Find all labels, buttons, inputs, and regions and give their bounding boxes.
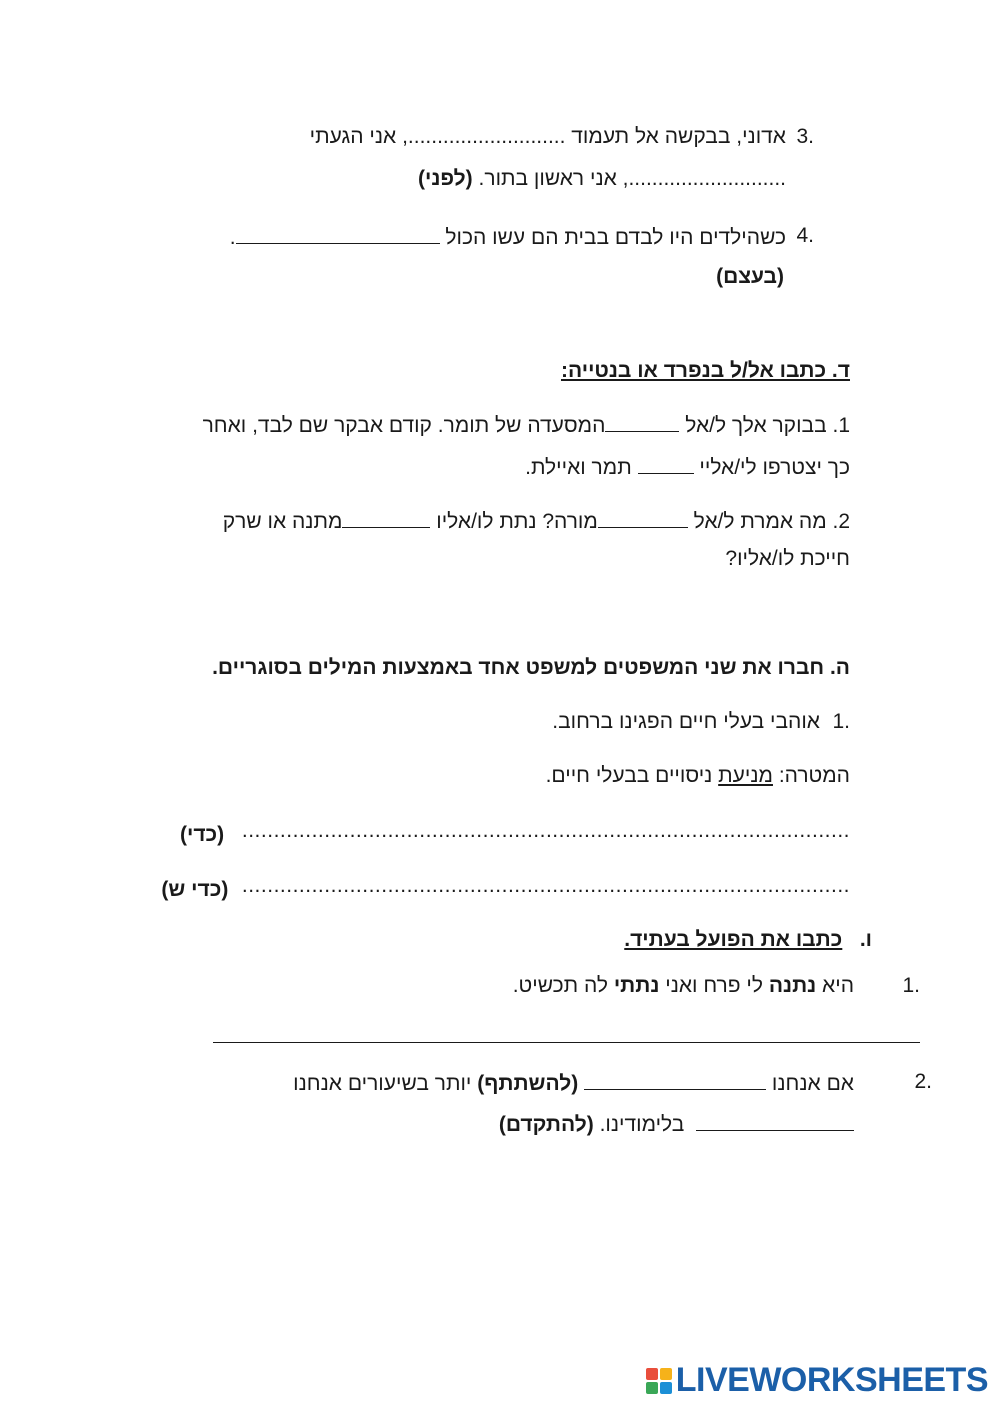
f2-line1 [293,1071,854,1094]
item3-line1 [310,126,786,147]
d1-text-d: תמר ואיילת. [525,456,632,479]
section-d-item2-line1 [223,509,850,532]
goal-label: המטרה: [778,764,850,787]
section-d-item1-line1 [203,413,850,436]
e1-hint2: (כדי ש) [161,878,229,901]
e1-text: אוהבי בעלי חיים הפגינו ברחוב. [552,710,820,733]
d1-text-b: המסעדה של תומר. קודם אבקר שם לבד, ואחר [202,414,606,437]
item3-number: 3. [796,125,814,148]
item4-text: כשהילדים היו לבדם בבית הם עשו הכול [445,226,786,249]
item4-hint: (בעצם) [716,265,784,288]
f1-a: היא [822,974,854,997]
item3-line2 [418,168,786,189]
f2-blank-b[interactable] [696,1112,854,1131]
f1-answer-line[interactable] [213,1042,920,1043]
item4-number: 4. [796,224,814,247]
f1-d: נתתי [613,974,660,997]
e1-hint1: (כדי) [179,823,225,846]
item3-text-b: , אני הגעתי [309,125,408,148]
f2-c: בלימודינו. [599,1113,685,1136]
e1-answer2-row [161,875,850,900]
f2-blank-a[interactable] [584,1071,766,1090]
e1-goal [546,765,850,786]
item3-dots-a[interactable]: ........................... [407,125,566,148]
e1-answer2-dots[interactable]: ................................................................................................ [241,875,850,896]
f1-e: לה תכשיט. [512,974,608,997]
e1-answer1-dots[interactable]: ................................................................................................ [241,820,850,841]
d2-blank-b[interactable] [342,509,430,528]
f1-b: נתנה [768,974,817,997]
section-e-title: ה. חברו את שני המשפטים למשפט אחד באמצעות המילים בסוגריים. [212,656,850,679]
d1-blank-b[interactable] [638,455,694,474]
f2-line2 [499,1112,854,1135]
section-f-heading [624,929,872,950]
d2-text-a: 2. מה אמרת ל/אל [693,510,850,533]
e1-answer1-row [180,820,850,845]
f1-number: 1. [902,974,920,997]
d1-blank-a[interactable] [605,413,679,432]
f2-number: 2. [914,1070,932,1093]
f2-hint2: (להתקדם) [498,1113,594,1136]
liveworksheets-logo[interactable] [646,1361,988,1400]
d2-blank-a[interactable] [598,509,688,528]
f2-a: אם אנחנו [771,1072,854,1095]
d2-text-b: מורה? נתת לו/אליו [436,510,598,533]
item4-line1 [230,225,786,248]
f2-b: יותר בשיעורים אנחנו [293,1072,472,1095]
item3-dots-b[interactable]: ........................... [628,167,786,190]
section-d-item2-line2: חייכת לו/אליו? [725,547,850,570]
e1-number: 1. [832,710,850,733]
section-d-title: ד. כתבו אל/ל בנפרד או בנטייה: [560,359,850,382]
f2-hint1: (להשתתף) [477,1072,579,1095]
goal-rest: ניסויים בבעלי חיים. [545,764,713,787]
section-f-letter: ו. [859,928,872,951]
d1-text-a: 1. בבוקר אלך ל/אל [685,414,850,437]
item3-text-a: אדוני, בבקשה אל תעמוד [571,125,786,148]
item3-text-c: , אני ראשון בתור. [478,167,629,190]
goal-underlined: מניעת [718,764,773,787]
section-f-title: כתבו את הפועל בעתיד. [624,928,843,951]
item4-end: . [229,226,236,249]
logo-grid-icon [646,1368,672,1394]
f1-text [513,975,854,996]
item4-blank[interactable] [236,225,440,244]
d1-text-c: כך יצטרפו לי/אליי [699,456,850,479]
section-d-item1-line2 [525,455,850,478]
d2-text-c: מתנה או שרק [222,510,343,533]
f1-c: לי פרח ואני [665,974,763,997]
item3-hint: (לפני) [418,167,473,190]
logo-text: LIVEWORKSHEETS [675,1361,988,1399]
